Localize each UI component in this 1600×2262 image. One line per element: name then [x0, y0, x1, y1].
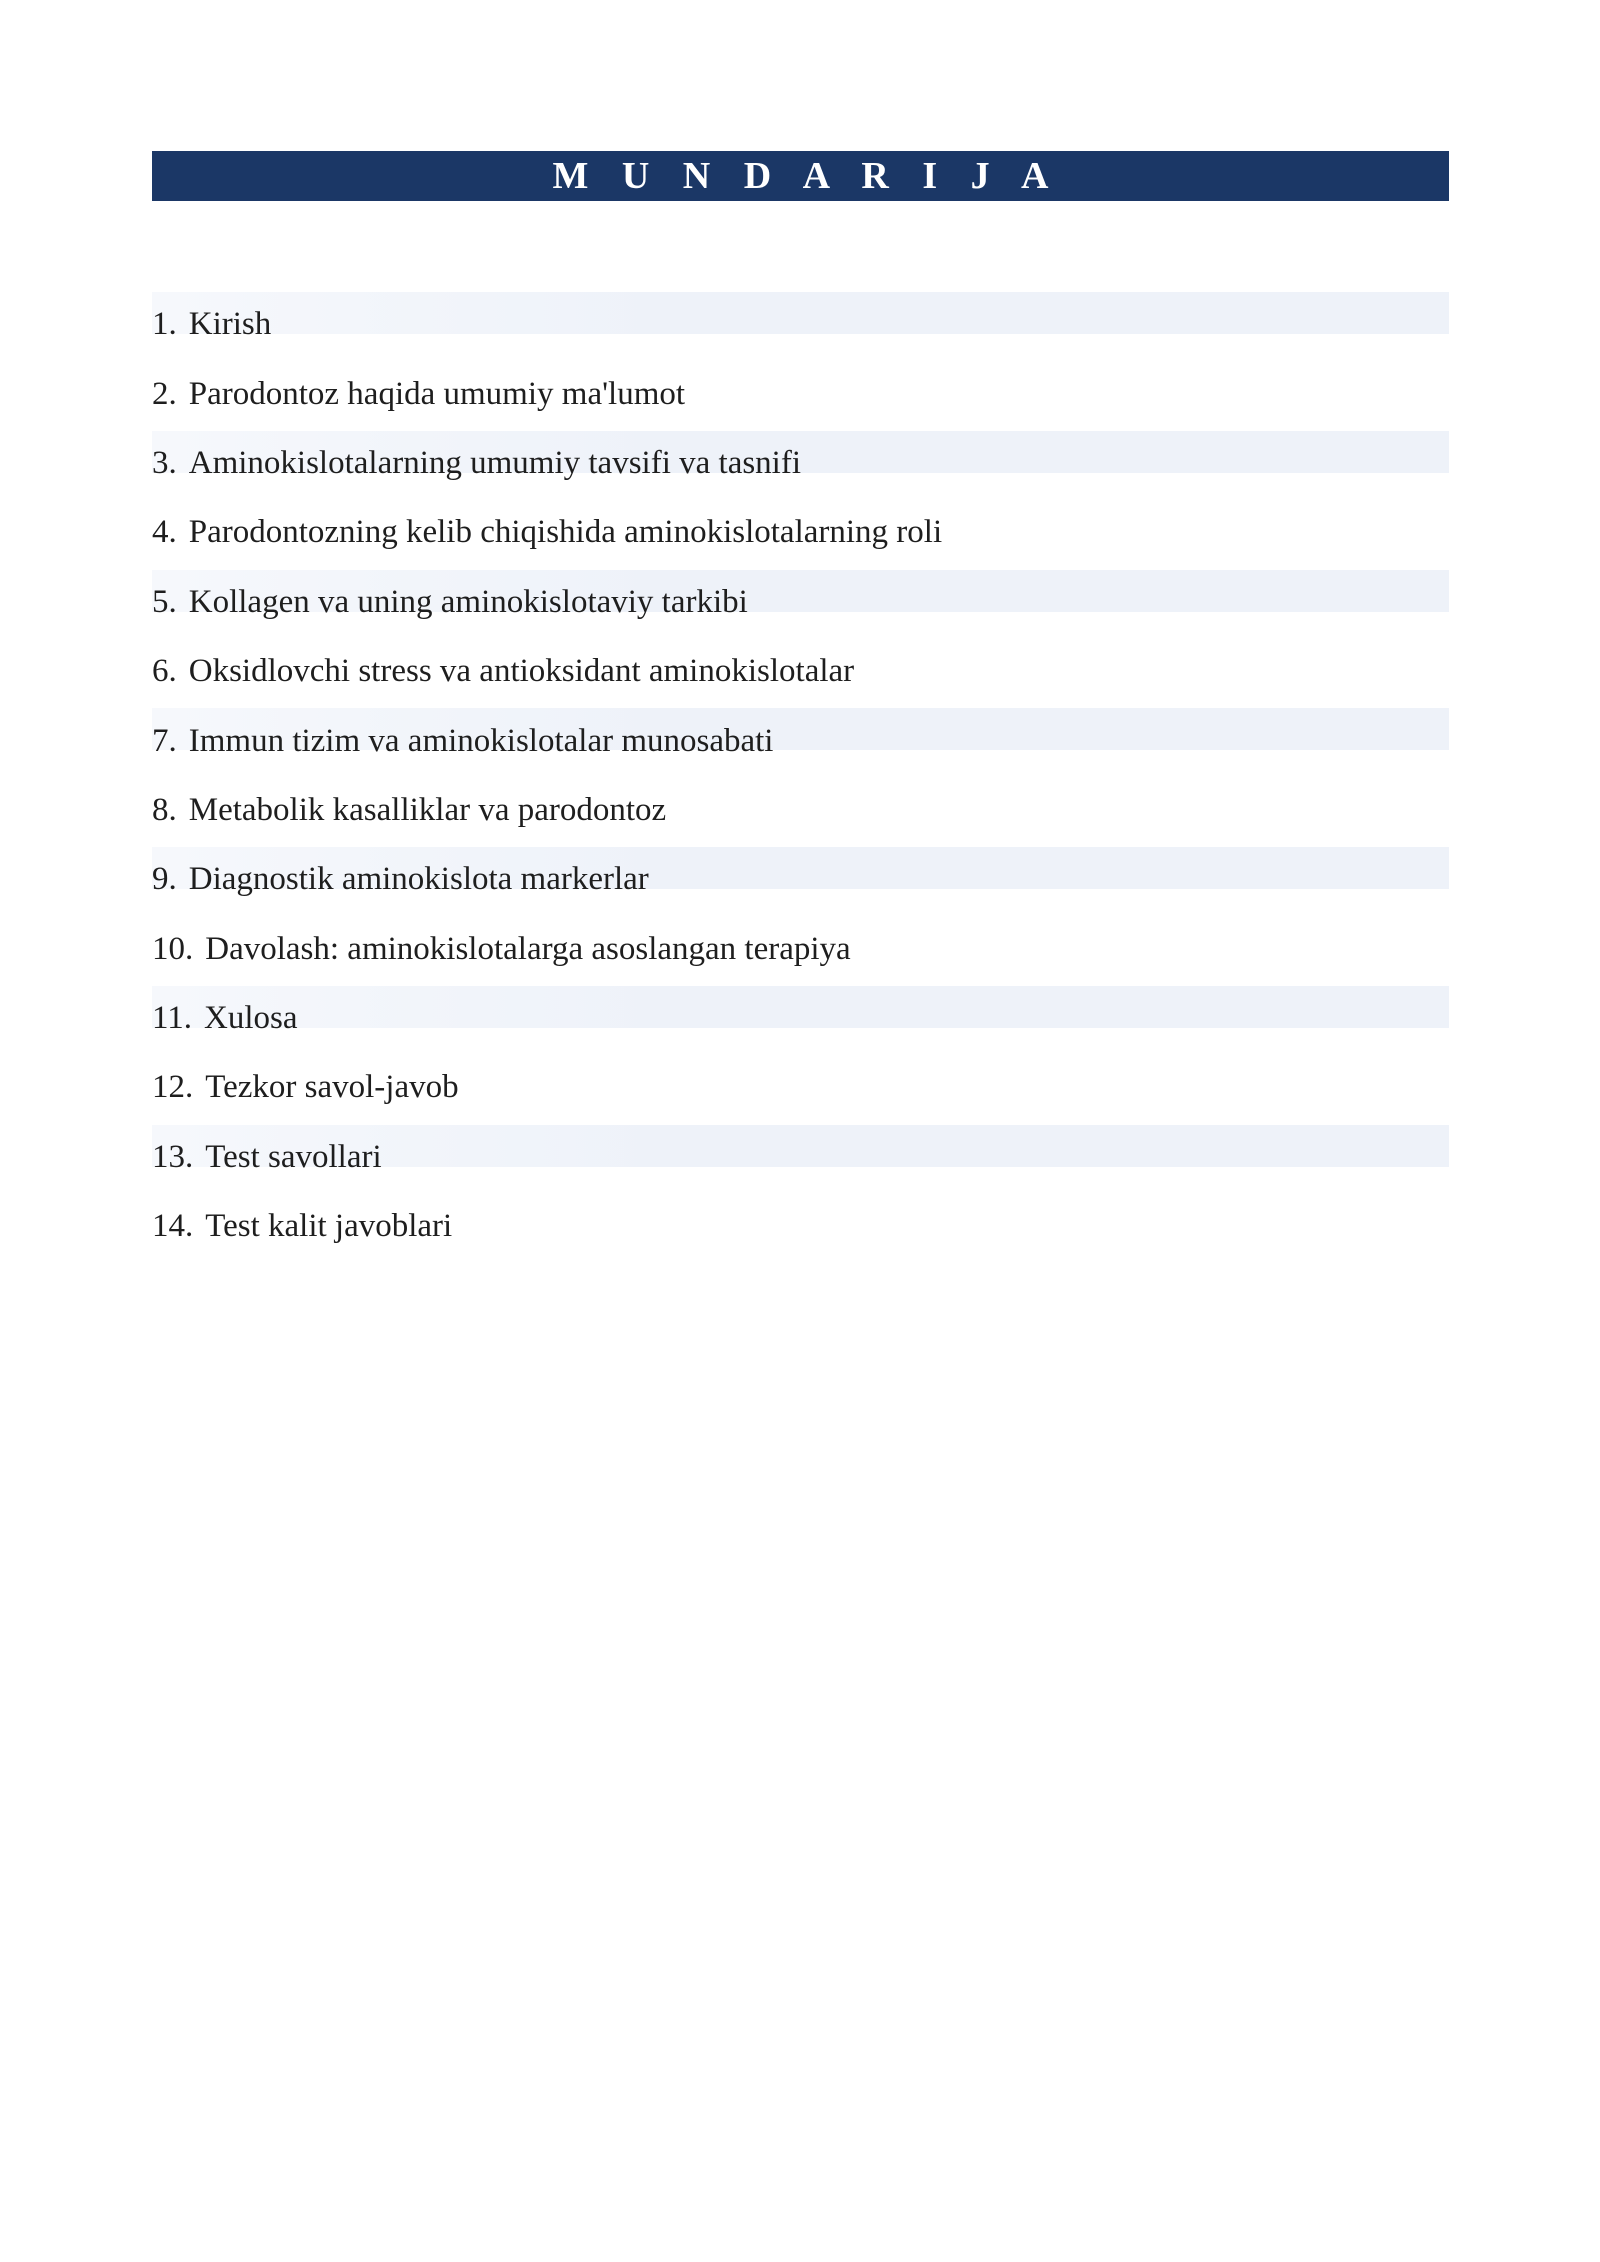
toc-item-label: Diagnostik aminokislota markerlar	[188, 861, 649, 898]
toc-item-number: 10.	[152, 930, 194, 967]
toc-item-number: 7.	[152, 722, 177, 759]
toc-item-number: 6.	[152, 653, 177, 690]
toc-item-label: Test savollari	[205, 1138, 382, 1175]
toc-item-label: Parodontoz haqida umumiy ma'lumot	[188, 375, 686, 412]
toc-item-label: Oksidlovchi stress va antioksidant aminokislotalar	[188, 653, 855, 690]
toc-row-shade	[152, 292, 1449, 334]
toc-item-number: 12.	[152, 1069, 194, 1106]
toc-item-kollagen[interactable]	[152, 568, 1449, 637]
toc-item-label: Kirish	[188, 306, 272, 343]
toc-item-number: 11.	[152, 1000, 193, 1037]
toc-item-aminokislotalar-tavsifi[interactable]	[152, 429, 1449, 498]
toc-item-number: 14.	[152, 1208, 194, 1245]
toc-item-davolash[interactable]	[152, 915, 1449, 984]
toc-item-label: Immun tizim va aminokislotalar munosabati	[188, 722, 774, 759]
toc-item-kirish[interactable]	[152, 290, 1449, 359]
toc-item-label: Xulosa	[204, 1000, 298, 1037]
toc-item-metabolik[interactable]	[152, 776, 1449, 845]
toc-item-label: Parodontozning kelib chiqishida aminokislotalarning roli	[188, 514, 943, 551]
toc-title: M U N D A R I J A	[552, 155, 1061, 197]
toc-item-number: 9.	[152, 861, 177, 898]
toc-item-parodontoz-umumiy[interactable]	[152, 359, 1449, 428]
toc-item-xulosa[interactable]	[152, 984, 1449, 1053]
toc-item-number: 2.	[152, 375, 177, 412]
toc-item-diagnostik[interactable]	[152, 845, 1449, 914]
toc-row-shade	[152, 986, 1449, 1028]
toc-list	[152, 290, 1449, 1261]
toc-item-test-savollari[interactable]	[152, 1123, 1449, 1192]
toc-header-bar	[152, 151, 1449, 201]
toc-item-parodontoz-roli[interactable]	[152, 498, 1449, 567]
toc-item-label: Kollagen va uning aminokislotaviy tarkibi	[188, 583, 748, 620]
toc-item-label: Davolash: aminokislotalarga asoslangan terapiya	[205, 930, 851, 967]
toc-item-immun-tizim[interactable]	[152, 706, 1449, 775]
toc-item-number: 1.	[152, 306, 177, 343]
toc-item-number: 13.	[152, 1138, 194, 1175]
toc-item-test-kalit-javoblari[interactable]	[152, 1192, 1449, 1261]
toc-item-number: 3.	[152, 444, 177, 481]
toc-item-label: Aminokislotalarning umumiy tavsifi va tasnifi	[188, 444, 802, 481]
toc-item-label: Metabolik kasalliklar va parodontoz	[188, 791, 667, 828]
toc-item-number: 4.	[152, 514, 177, 551]
toc-item-number: 8.	[152, 791, 177, 828]
toc-item-label: Test kalit javoblari	[205, 1208, 453, 1245]
toc-item-number: 5.	[152, 583, 177, 620]
toc-item-oksidlovchi-stress[interactable]	[152, 637, 1449, 706]
toc-item-tezkor-savol-javob[interactable]	[152, 1053, 1449, 1122]
toc-item-label: Tezkor savol-javob	[205, 1069, 459, 1106]
